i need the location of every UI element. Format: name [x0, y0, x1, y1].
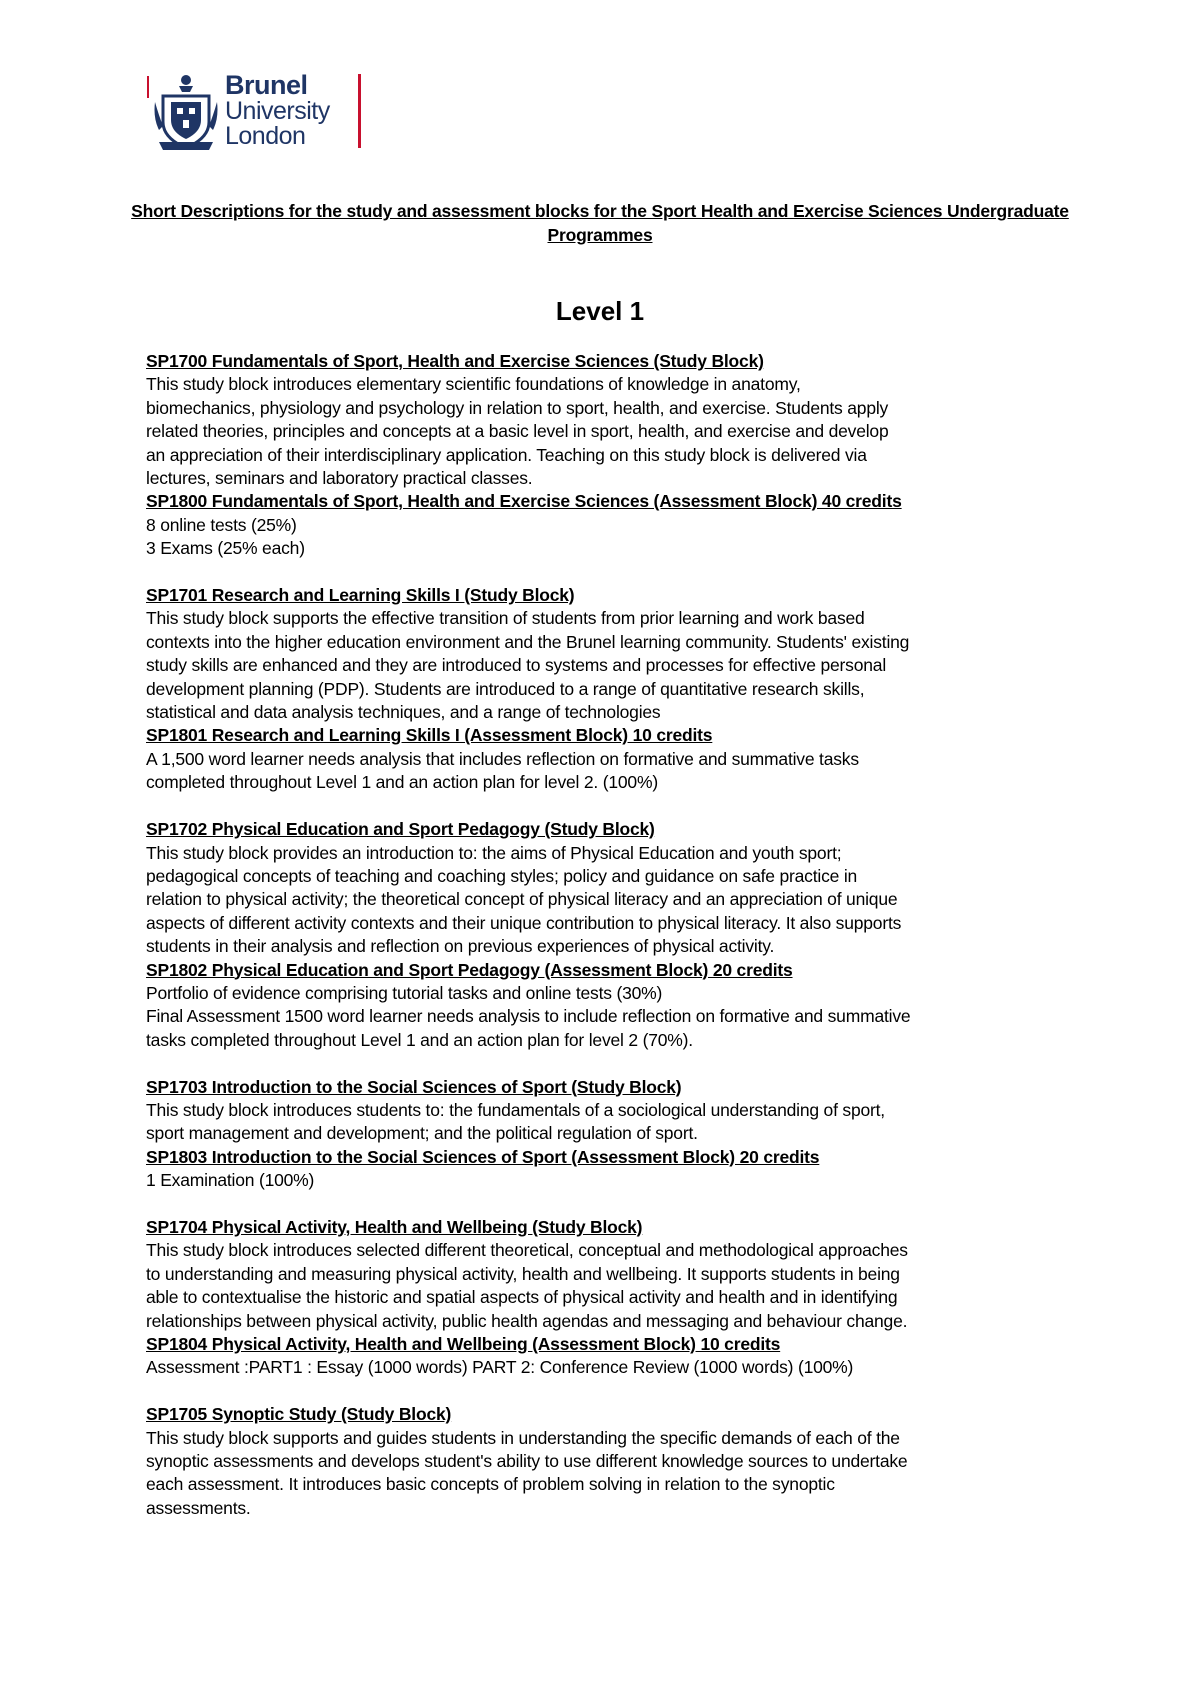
assessment-line: Assessment :PART1 : Essay (1000 words) PART 2: Conference Review (1000 words) (100%) — [146, 1357, 854, 1378]
assessment-block-heading: SP1804 Physical Activity, Health and Wellbeing (Assessment Block) 10 credits — [146, 1334, 781, 1354]
logo-line-3: London — [225, 122, 306, 150]
logo-wordmark — [225, 72, 330, 149]
study-line: pedagogical concepts of teaching and coaching styles; policy and guidance on safe practice in — [146, 865, 858, 886]
study-line: lectures, seminars and laboratory practical classes. — [146, 468, 533, 489]
study-line: relationships between physical activity, public health agendas and messaging and behaviour change. — [146, 1310, 908, 1331]
study-line: This study block supports and guides students in understanding the specific demands of each of the — [146, 1427, 900, 1448]
study-line: relation to physical activity; the theoretical concept of physical literacy and an appreciation of unique — [146, 889, 898, 910]
study-block-heading: SP1701 Research and Learning Skills I (Study Block) — [146, 585, 575, 606]
study-line: This study block provides an introduction to: the aims of Physical Education and youth sport; — [146, 842, 842, 863]
block-sp1702 — [146, 818, 1076, 1052]
logo-line-1: Brunel — [225, 70, 308, 100]
block-sp1704 — [146, 1216, 1076, 1380]
assessment-line: 8 online tests (25%) — [146, 514, 297, 535]
study-line: This study block introduces students to: the fundamentals of a sociological understanding of sport, — [146, 1099, 885, 1120]
assessment-line: A 1,500 word learner needs analysis that includes reflection on formative and summative tasks — [146, 748, 859, 769]
document-body — [146, 350, 1076, 1520]
study-line: This study block supports the effective transition of students from prior learning and work based — [146, 608, 865, 629]
study-block-heading: SP1702 Physical Education and Sport Pedagogy (Study Block) — [146, 819, 655, 840]
study-line: This study block introduces elementary scientific foundations of knowledge in anatomy, — [146, 374, 801, 395]
study-block-heading: SP1700 Fundamentals of Sport, Health and Exercise Sciences (Study Block) — [146, 351, 764, 371]
assessment-line: Final Assessment 1500 word learner needs analysis to include reflection on formative and summative — [146, 1006, 911, 1027]
logo-left-rule — [147, 76, 149, 98]
study-line: development planning (PDP). Students are introduced to a range of quantitative research skills, — [146, 678, 865, 699]
study-line: contexts into the higher education environment and the Brunel learning community. Students' existing — [146, 631, 910, 652]
study-line: able to contextualise the historic and spatial aspects of physical activity and health and in identifying — [146, 1287, 898, 1308]
study-line: statistical and data analysis techniques, and a range of technologies — [146, 702, 661, 723]
assessment-block-heading: SP1803 Introduction to the Social Sciences of Sport (Assessment Block) 20 credits — [146, 1146, 820, 1167]
study-line: study skills are enhanced and they are introduced to systems and processes for effective personal — [146, 655, 887, 676]
study-line: This study block introduces selected different theoretical, conceptual and methodological approaches — [146, 1240, 908, 1261]
level-heading: Level 1 — [555, 296, 645, 326]
block-sp1703 — [146, 1076, 1076, 1193]
assessment-line: tasks completed throughout Level 1 and an action plan for level 2 (70%). — [146, 1029, 693, 1050]
logo-line-2: University — [225, 97, 330, 125]
study-line: an appreciation of their interdisciplinary application. Teaching on this study block is delivered via — [146, 444, 867, 465]
document-title: Short Descriptions for the study and assessment blocks for the Sport Health and Exercise Sciences Undergraduate Programmes — [131, 201, 1069, 245]
study-block-heading: SP1705 Synoptic Study (Study Block) — [146, 1404, 452, 1425]
study-line: to understanding and measuring physical activity, health and wellbeing. It supports students in being — [146, 1263, 900, 1284]
block-sp1705 — [146, 1403, 1076, 1520]
study-line: sport management and development; and the political regulation of sport. — [146, 1123, 698, 1144]
study-line: biomechanics, physiology and psychology in relation to sport, health, and exercise. Students apply — [146, 397, 889, 418]
university-logo — [147, 72, 367, 152]
assessment-block-heading: SP1801 Research and Learning Skills I (Assessment Block) 10 credits — [146, 725, 713, 746]
study-line: synoptic assessments and develops student's ability to use different knowledge sources to undertake — [146, 1451, 908, 1472]
study-line: each assessment. It introduces basic concepts of problem solving in relation to the synoptic — [146, 1474, 835, 1495]
block-sp1701 — [146, 584, 1076, 795]
block-sp1700 — [146, 350, 1076, 561]
logo-right-rule — [358, 74, 361, 148]
study-line: aspects of different activity contexts and their unique contribution to physical literacy. It also supports — [146, 912, 902, 933]
assessment-line: 3 Exams (25% each) — [146, 538, 305, 559]
assessment-line: completed throughout Level 1 and an action plan for level 2. (100%) — [146, 772, 658, 793]
assessment-block-heading: SP1800 Fundamentals of Sport, Health and Exercise Sciences (Assessment Block) 40 credits — [146, 491, 902, 512]
study-line: students in their analysis and reflection on previous experiences of physical activity. — [146, 936, 775, 957]
study-block-heading: SP1703 Introduction to the Social Sciences of Sport (Study Block) — [146, 1076, 682, 1097]
assessment-block-heading: SP1802 Physical Education and Sport Pedagogy (Assessment Block) 20 credits — [146, 959, 793, 980]
university-crest-icon — [153, 72, 219, 152]
assessment-line: 1 Examination (100%) — [146, 1170, 315, 1191]
study-line: related theories, principles and concepts at a basic level in sport, health, and exercise and develop — [146, 421, 889, 442]
study-block-heading: SP1704 Physical Activity, Health and Wellbeing (Study Block) — [146, 1216, 643, 1237]
study-line: assessments. — [146, 1497, 251, 1518]
assessment-line: Portfolio of evidence comprising tutorial tasks and online tests (30%) — [146, 982, 663, 1003]
